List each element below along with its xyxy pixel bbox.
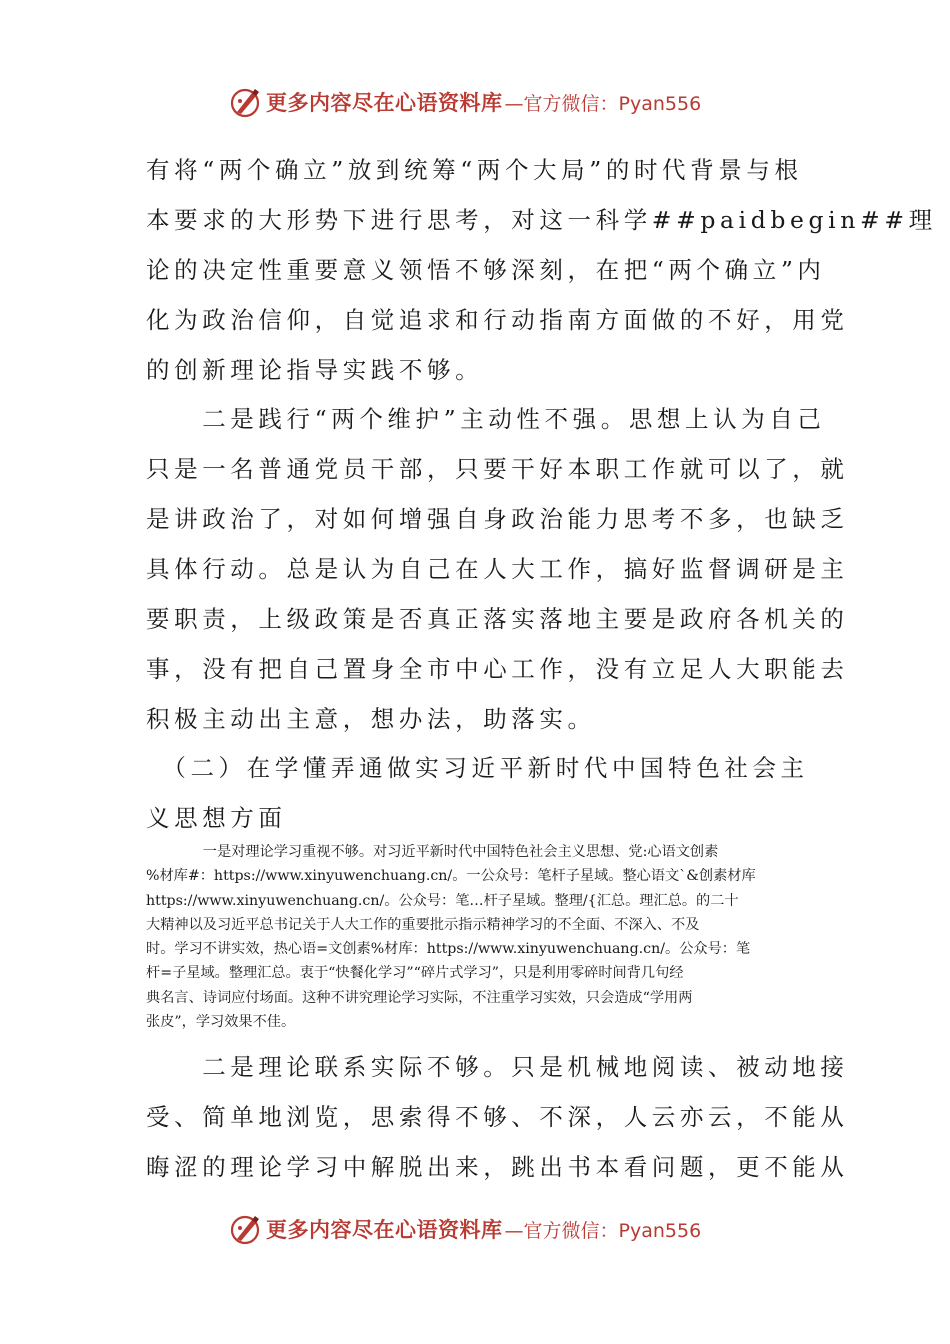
text-line: 的创新理论指导实践不够。 <box>146 356 484 384</box>
paragraph-block-2 <box>146 394 849 744</box>
text-line: 积极主动出主意，想办法，助落实。 <box>146 705 596 733</box>
text-line: 受、简单地浏览，思索得不够、不深，人云亦云，不能从 <box>146 1103 849 1131</box>
banner-sub-text: —官方微信：Pyan556 <box>504 92 702 115</box>
text-line: 有将“两个确立”放到统筹“两个大局”的时代背景与根 <box>146 156 803 184</box>
text-line: 论的决定性重要意义领悟不够深刻，在把“两个确立”内 <box>146 256 826 284</box>
pen-nib-icon <box>228 1212 262 1246</box>
banner-main-text: 更多内容尽在心语资料库 <box>266 90 503 115</box>
text-line: 具体行动。总是认为自己在人大工作，搞好监督调研是主 <box>146 555 849 583</box>
small-text-line: 杆=子星域。整理汇总。衷于“快餐化学习”“碎片式学习”，只是利用零碎时间背几句经 <box>146 965 684 982</box>
text-line: 只是一名普通党员干部，只要干好本职工作就可以了，就 <box>146 455 849 483</box>
heading-line: （二）在学懂弄通做实习近平新时代中国特色社会主 <box>146 754 809 782</box>
banner-main-text: 更多内容尽在心语资料库 <box>266 1217 503 1242</box>
text-line: 化为政治信仰，自觉追求和行动指南方面做的不好，用党 <box>146 306 849 334</box>
text-line: 要职责，上级政策是否真正落实落地主要是政府各机关的 <box>146 605 849 633</box>
small-text-line: 张皮”，学习效果不佳。 <box>146 1014 296 1031</box>
banner-sub-text: —官方微信：Pyan556 <box>504 1219 702 1242</box>
pen-nib-icon <box>228 85 262 119</box>
paragraph-block-3 <box>146 1042 849 1192</box>
small-text-line: https://www.xinyuwenchuang.cn/。公众号：笔…杆子星域。整理/{汇总。理汇总。的二十 <box>146 892 739 909</box>
small-text-line: %材库#：https://www.xinyuwenchuang.cn/。一公众号：笔杆子星域。整心语文`&创素材库 <box>146 868 756 885</box>
small-text-line: 典名言、诗词应付场面。这种不讲究理论学习实际，不注重学习实效，只会造成“学用两 <box>146 989 693 1006</box>
paragraph-block-1 <box>146 145 937 395</box>
small-paragraph <box>146 840 810 1034</box>
small-text-line: 一是对理论学习重视不够。对习近平新时代中国特色社会主义思想、党:心语文创素 <box>146 844 719 860</box>
text-line: 是讲政治了，对如何增强自身政治能力思考不多，也缺乏 <box>146 505 849 533</box>
footer-banner <box>228 1209 701 1249</box>
heading-line: 义思想方面 <box>146 804 287 832</box>
text-line: 晦涩的理论学习中解脱出来，跳出书本看问题，更不能从 <box>146 1153 849 1181</box>
section-heading <box>146 743 811 843</box>
text-line: 本要求的大形势下进行思考，对这一科学##paidbegin##理 <box>146 206 937 234</box>
header-banner <box>228 82 701 122</box>
small-text-line: 大精神以及习近平总书记关于人大工作的重要批示指示精神学习的不全面、不深入、不及 <box>146 916 700 933</box>
text-line: 二是理论联系实际不够。只是机械地阅读、被动地接 <box>146 1053 849 1081</box>
small-text-line: 时。学习不讲实效，热心语=文创素%材库：https://www.xinyuwenchuang.cn/。公众号：笔 <box>146 941 751 958</box>
text-line: 事，没有把自己置身全市中心工作，没有立足人大职能去 <box>146 655 849 683</box>
text-line: 二是践行“两个维护”主动性不强。思想上认为自己 <box>146 405 826 433</box>
